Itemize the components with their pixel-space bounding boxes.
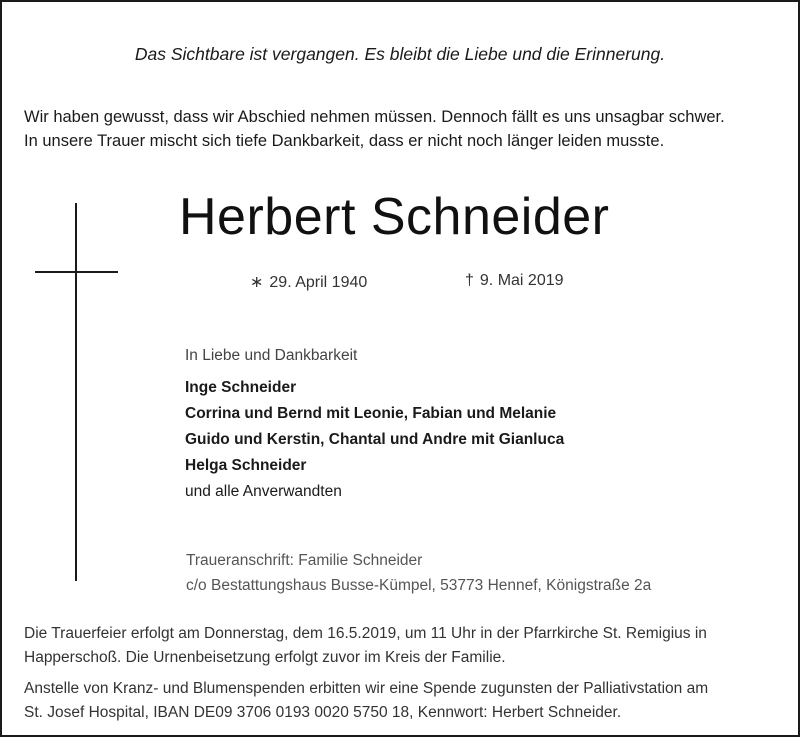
death-date-value: 9. Mai 2019 [479, 272, 564, 289]
intro-line-1: Wir haben gewusst, dass wir Abschied nehmen müssen. Dennoch fällt es uns unsagbar schwer. [24, 108, 725, 126]
donation-line-2: St. Josef Hospital, IBAN DE09 3706 0193 0020 5750 18, Kennwort: Herbert Schneider. [24, 703, 622, 721]
death-date [465, 272, 564, 290]
mourners-list [185, 345, 564, 505]
cross-icon [75, 203, 77, 581]
mourner-name: Helga Schneider [185, 457, 307, 474]
intro-line-2: In unsere Trauer mischt sich tiefe Dankbarkeit, dass er nicht noch länger leiden musste. [24, 132, 665, 150]
mourner-name: Guido und Kerstin, Chantal und Andre mit Gianluca [185, 431, 565, 448]
birth-date-value: 29. April 1940 [269, 274, 368, 291]
birth-star-icon: ∗ [250, 274, 264, 291]
address-line-1: Traueranschrift: Familie Schneider [186, 552, 423, 569]
mourners-closing: und alle Anverwandten [185, 483, 342, 500]
mourners-lead: In Liebe und Dankbarkeit [185, 347, 358, 364]
motto-quote: Das Sichtbare ist vergangen. Es bleibt die Liebe und die Erinnerung. [134, 44, 666, 64]
birth-date [250, 272, 367, 292]
mourner-name: Corrina und Bernd mit Leonie, Fabian und Melanie [185, 405, 557, 422]
death-dagger-icon: † [465, 272, 474, 289]
deceased-name: Herbert Schneider [179, 188, 610, 246]
service-info [24, 622, 784, 724]
mourner-name: Inge Schneider [185, 379, 297, 396]
service-line-1: Die Trauerfeier erfolgt am Donnerstag, dem 16.5.2019, um 11 Uhr in der Pfarrkirche St. Remigius in [24, 625, 707, 642]
service-line-2: Happerschoß. Die Urnenbeisetzung erfolgt zuvor im Kreis der Familie. [24, 648, 506, 666]
mourning-address [186, 548, 651, 598]
cross-icon-bar [35, 271, 118, 273]
intro-text [24, 105, 725, 153]
address-line-2: c/o Bestattungshaus Busse-Kümpel, 53773 Hennef, Königstraße 2a [186, 577, 652, 594]
donation-line-1: Anstelle von Kranz- und Blumenspenden erbitten wir eine Spende zugunsten der Palliativstation am [24, 680, 709, 697]
